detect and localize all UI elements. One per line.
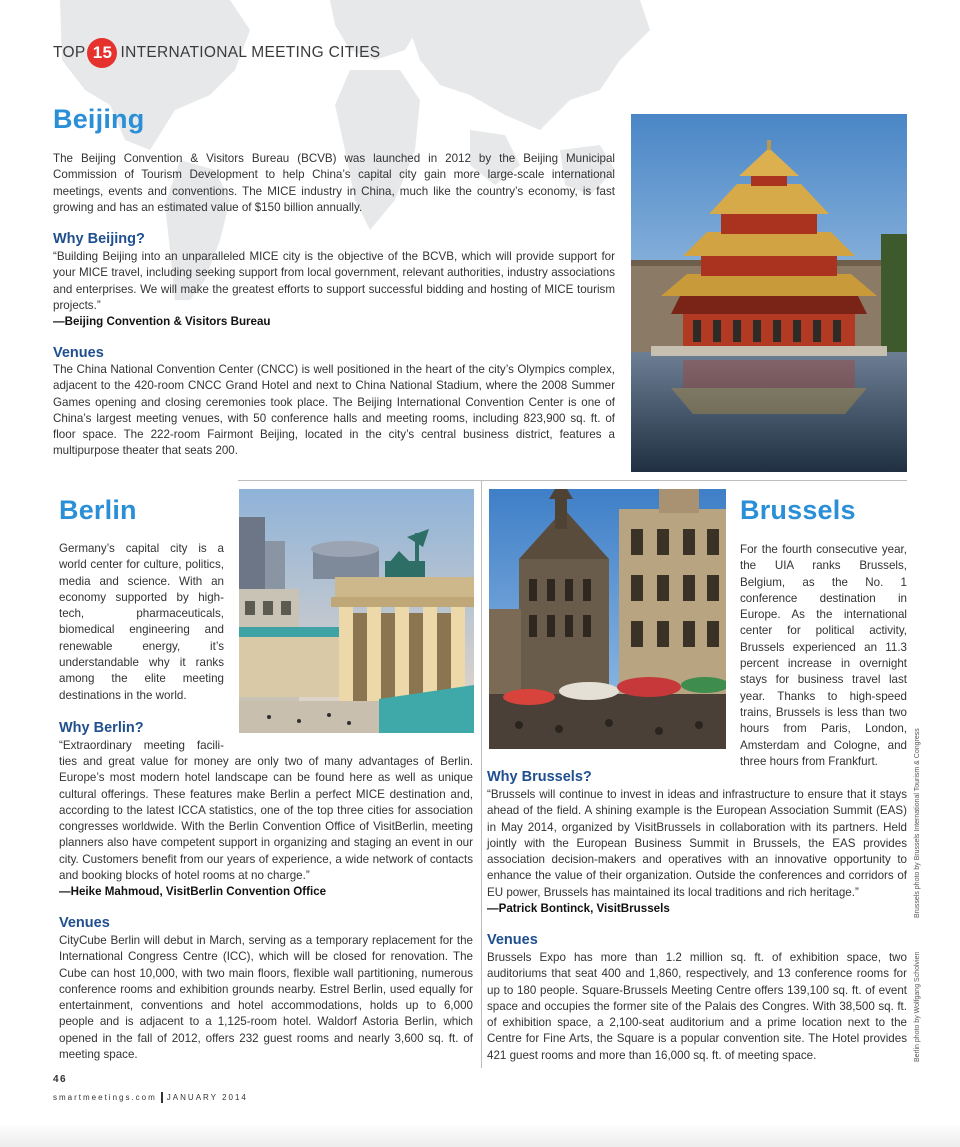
beijing-title: Beijing [53, 104, 145, 134]
column-divider-vertical [481, 480, 482, 1068]
berlin-why-quote-first: “Extraordinary meeting facili- [59, 739, 224, 752]
brussels-photo-credit: Brussels photo by Brussels International Tourism & Congress [914, 728, 921, 918]
berlin-venues-text: CityCube Berlin will debut in March, serving as a temporary replacement for the International Congress Centre (ICC), which will be closed for renovation. The Cube can host 10,000, with two main floors, flexible wall partitioning, numerous conference rooms and exhibition grounds nearby. Estrel Berlin, used equally for entertainment, conventions and hotel accommodations, holds up to 6,000 people and is adjacent to a 1,125-room hotel. Waldorf Astoria Berlin, which opened in the fall of 2012, offers 232 guest rooms and nearly 3,600 sq. ft. of meeting space. [59, 934, 473, 1062]
berlin-title: Berlin [59, 495, 137, 525]
berlin-why-attribution: —Heike Mahmoud, VisitBerlin Convention Office [59, 885, 327, 898]
page-bottom-shade [0, 1124, 960, 1147]
brussels-intro: For the fourth consecutive year, the UIA ranks Brussels, Belgium, as the No. 1 conference destination in Europe. As the international center for political activity, Brussels experienced an 11.3 percent increase in overnight stays for business travel last year. Thanks to high-speed trains, Brussels is less than two hours from Paris, London, Amsterdam and Cologne, and three hours from Frankfurt. [740, 543, 907, 768]
header-title: INTERNATIONAL MEETING CITIES [120, 44, 381, 61]
brussels-venues-heading: Venues [487, 932, 538, 948]
berlin-venues-heading: Venues [59, 915, 110, 931]
footer-site: smartmeetings.com [53, 1093, 157, 1102]
brussels-photo [489, 489, 726, 749]
header-number-badge: 15 [87, 38, 117, 68]
beijing-intro: The Beijing Convention & Visitors Bureau (BCVB) was launched in 2012 by the Beijing Municipal Commission of Tourism Development to help China’s capital city gain more large-scale international meetings, events and conventions. The MICE industry in China, much like the country’s economy, is fast growing and has an estimated value of $150 billion annually. [53, 152, 615, 214]
brussels-why-heading: Why Brussels? [487, 769, 592, 785]
berlin-intro: Germany’s capital city is a world center for culture, politics, media and science. With an economy supported by high-tech, pharmaceuticals, biomedical engineering and renewable energy, it’s understandable why it ranks among the elite meeting destinations in the world. [59, 542, 224, 702]
beijing-why-attribution: —Beijing Convention & Visitors Bureau [53, 315, 271, 328]
footer-publication [53, 1092, 248, 1103]
brussels-venues-text: Brussels Expo has more than 1.2 million sq. ft. of exhibition space, two auditoriums that seat 400 and 1,860, respectively, and 13 conference rooms for up to 180 people. Square-Brussels Meeting Centre offers 139,100 sq. ft. of event space and occupies the former site of the Palais des Congres. With 38,500 sq. ft. of exhibition space, a 2,100-seat auditorium and a prime location next to the Centre for Fine Arts, the Square is a popular convention site. The Hotel provides 421 guest rooms and more than 16,000 sq. ft. of meeting space. [487, 951, 907, 1062]
footer-issue: JANUARY 2014 [166, 1093, 248, 1102]
beijing-venues-heading: Venues [53, 345, 104, 361]
beijing-why-heading: Why Beijing? [53, 231, 145, 247]
berlin-photo-credit: Berlin photo by Wolfgang Scholvien [914, 951, 921, 1062]
section-header [53, 38, 380, 68]
brussels-why-attribution: —Patrick Bontinck, VisitBrussels [487, 902, 670, 915]
brussels-why-quote: “Brussels will continue to invest in ideas and infrastructure to ensure that it stays ahead of the field. A shining example is the European Association Summit (EAS) in May 2014, organized by VisitBrussels in collaboration with its partners. Held jointly with the European Business Summit in Brussels, the EAS provides association decision-makers and operatives with an innovative opportunity to enhance the value of their organization. Outside the conferences and corridors of EU power, Brussels has maintained its local traditions and rich heritage.” [487, 788, 907, 899]
footer-separator [161, 1092, 163, 1103]
header-top-label: TOP [53, 44, 86, 61]
beijing-why-quote: “Building Beijing into an unparalleled MICE city is the objective of the BCVB, which will provide support for your MICE travel, including seeking support from local government, relevant authorities, industry associations and enterprises. We will make the greatest efforts to support successful bidding and hosting of MICE tourism projects.” [53, 250, 615, 312]
berlin-why-heading: Why Berlin? [59, 720, 144, 736]
brussels-title: Brussels [740, 495, 856, 525]
berlin-photo [239, 489, 474, 733]
beijing-photo [631, 114, 907, 472]
beijing-venues-text: The China National Convention Center (CNCC) is well positioned in the heart of the city’s Olympics complex, adjacent to the 420-room CNCC Grand Hotel and next to China National Stadium, where the 2008 Summer Games opening and closing ceremonies took place. The Beijing International Convention Center is one of China’s largest meeting venues, with 50 conference halls and meeting rooms, including 823,900 sq. ft. of floor space. The 222-room Fairmont Beijing, located in the city’s central business district, features a multipurpose theater that seats 200. [53, 363, 615, 458]
berlin-why-quote: ties and great value for money are only two of many advantages of Berlin. Europe’s most modern hotel landscape can be found here as well as unique cultural offerings. These features make Berlin a perfect MICE destination and, according to the latest ICCA statistics, one of the top three cities for association congresses worldwide. With the Berlin Convention Office of VisitBerlin, meeting planners also have competent support in organizing and staging an event in our city. Customers benefit from our years of experience, a wide network of contacts and booking blocks of hotel rooms at no charge.” [59, 755, 473, 883]
page-number: 46 [53, 1074, 68, 1085]
section-divider-horizontal [238, 480, 907, 481]
